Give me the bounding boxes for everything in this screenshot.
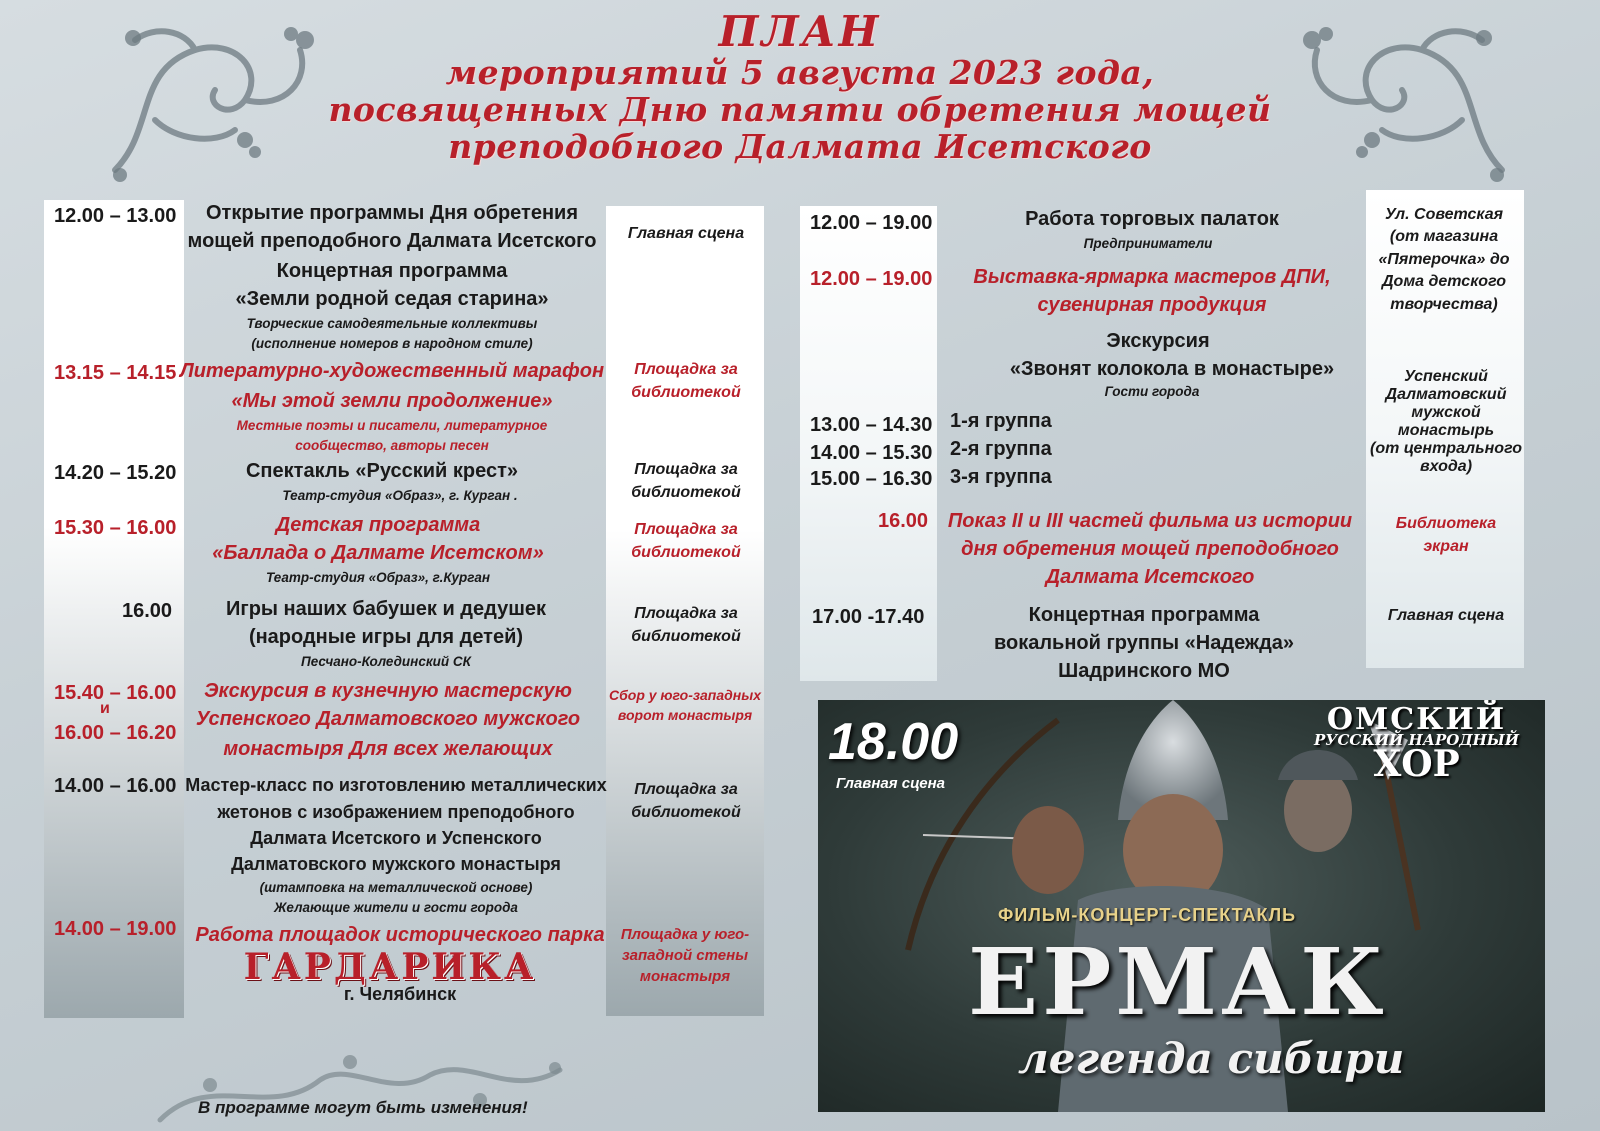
event-3-note-1: Театр-студия «Образ», г. Курган . [282, 488, 518, 503]
right-event-3-note: Гости города [1104, 384, 1200, 399]
event-6-line-2: Успенского Далматовского мужского [195, 708, 581, 730]
right-place-2-line-4: монастырь [1397, 421, 1495, 439]
event-1-note-2: (исполнение номеров в народном стиле) [251, 336, 533, 351]
event-1-line-1: Открытие программы Дня обретения [205, 202, 579, 224]
omsk-choir-logo [1314, 702, 1519, 785]
right-event-1-line: Работа торговых палаток [1025, 208, 1279, 230]
right-place-1-line-3: «Пятерочка» до [1378, 250, 1510, 268]
right-place-1-line-5: творчества) [1390, 295, 1498, 313]
event-8-line-1: Работа площадок исторического парка [195, 924, 605, 946]
floral-ornament-top-left [95, 10, 335, 190]
title-line-4: преподобного Далмата Исетского [448, 126, 1152, 166]
right-event-4-line-2: дня обретения мощей преподобного [961, 538, 1339, 560]
event-6-time-and: и [100, 700, 110, 717]
title-line-2: мероприятий 5 августа 2023 года, [445, 53, 1155, 93]
event-7-place: Площадка за библиотекой [631, 781, 741, 822]
right-place-2-line-1: Успенский [1404, 368, 1488, 385]
right-event-5-line-3: Шадринского МО [1058, 660, 1230, 682]
group-1-label: 1-я группа [950, 410, 1052, 432]
event-7-time: 14.00 – 16.00 [54, 775, 177, 797]
event-5-line-2: (народные игры для детей) [248, 626, 524, 648]
omsk-choir-line-2: РУССКИЙ НАРОДНЫЙ [1314, 731, 1519, 749]
title-line-3: посвященных Дню памяти обретения мощей [328, 89, 1272, 129]
event-4-line-1: Детская программа [275, 514, 481, 536]
right-place-1-line-1: Ул. Советская [1384, 206, 1504, 223]
right-event-1-time: 12.00 – 19.00 [810, 212, 933, 234]
right-place-2-line-2: Далматовский [1385, 385, 1507, 403]
event-2-line-1: Литературно-художественный марафон [179, 360, 605, 382]
event-1-line-4: «Земли родной седая старина» [235, 288, 549, 310]
right-event-2-line-1: Выставка-ярмарка мастеров ДПИ, [973, 266, 1331, 288]
event-6-place: Сбор у юго-западных ворот монастыря [608, 687, 761, 723]
event-6-time-2: 16.00 – 16.20 [54, 722, 177, 744]
event-3-place: Площадка за библиотекой [631, 461, 741, 502]
right-place-3 [1396, 512, 1496, 558]
event-8-place: Площадка у юго-западной стены монастыря [620, 926, 750, 985]
event-2-note-2: сообщество, авторы песен [295, 438, 489, 453]
event-6-time: 15.40 – 16.00 [54, 682, 177, 704]
event-5-place: Площадка за библиотекой [631, 605, 741, 646]
right-event-2-time: 12.00 – 19.00 [810, 268, 933, 290]
event-4-line-2: «Баллада о Далмате Исетском» [212, 542, 544, 564]
right-event-3-line-2: «Звонят колокола в монастыре» [1009, 358, 1335, 380]
event-5-line-1: Игры наших бабушек и дедушек [226, 598, 546, 620]
right-event-4-line-3: Далмата Исетского [1045, 566, 1255, 588]
event-5-time: 16.00 [122, 600, 173, 622]
right-event-2-line-2: сувенирная продукция [1037, 294, 1267, 316]
group-2-label: 2-я группа [950, 438, 1052, 460]
archer-face [1012, 806, 1084, 894]
event-1-time: 12.00 – 13.00 [54, 205, 177, 227]
event-4-place: Площадка за библиотекой [631, 521, 741, 562]
title-line-1: ПЛАН [718, 7, 882, 56]
right-event-1-note: Предприниматели [1083, 236, 1213, 251]
footer-note: В программе могут быть изменения! [198, 1098, 528, 1117]
poster-subtitle: легенда сибири [1018, 1034, 1405, 1083]
right-event-3-line-1: Экскурсия [1106, 330, 1210, 352]
event-7-note-2: Желающие жители и гости города [274, 900, 518, 915]
event-7-line-2: жетонов с изображением преподобного [217, 802, 575, 822]
event-7-line-3: Далмата Исетского и Успенского [250, 828, 542, 848]
right-event-5-line-1: Концертная программа [1028, 604, 1260, 626]
right-place-2-line-6: входа) [1419, 457, 1473, 475]
right-place-2 [1370, 368, 1522, 475]
right-place-1-line-4: Дома детского [1381, 273, 1506, 291]
right-place-2-line-5: (от центрального [1370, 439, 1522, 457]
event-3-line-1: Спектакль «Русский крест» [245, 460, 519, 482]
omsk-choir-line-1: ОМСКИЙ [1326, 702, 1507, 737]
event-2-place: Площадка за библиотекой [631, 361, 741, 402]
right-event-5-time: 17.00 -17.40 [812, 606, 925, 628]
ermak-poster [818, 700, 1545, 1112]
group-3-label: 3-я группа [950, 466, 1052, 488]
poster-genre: ФИЛЬМ-КОНЦЕРТ-СПЕКТАКЛЬ [998, 905, 1297, 925]
event-4-note-1: Театр-студия «Образ», г.Курган [266, 570, 490, 585]
event-7-line-4: Далматовского мужского монастыря [231, 854, 561, 874]
event-1-line-3: Концертная программа [276, 260, 508, 282]
right-place-3-line-2: экран [1423, 538, 1469, 556]
group-1-time: 13.00 – 14.30 [810, 414, 933, 436]
right-event-4-time: 16.00 [878, 510, 929, 532]
right-place-1-line-2: (от магазина [1389, 228, 1499, 246]
event-6-line-1: Экскурсия в кузнечную мастерскую [204, 680, 572, 702]
event-3-time: 14.20 – 15.20 [54, 462, 177, 484]
event-6-line-3: монастыря Для всех желающих [223, 738, 553, 760]
event-2-note-1: Местные поэты и писатели, литературное [236, 418, 548, 433]
event-1-line-2: мощей преподобного Далмата Исетского [187, 230, 597, 252]
poster-title: ЕРМАК [968, 928, 1388, 1036]
right-place-2-line-3: мужской [1411, 403, 1481, 421]
right-event-5-line-2: вокальной группы «Надежда» [993, 632, 1295, 654]
event-4-time: 15.30 – 16.00 [54, 517, 177, 539]
floral-ornament-top-right [1262, 10, 1522, 190]
event-2-line-2: «Мы этой земли продолжение» [231, 390, 553, 412]
right-place-3-line-1: Библиотека [1395, 515, 1497, 532]
gardarika-logo: ГАРДАРИКА [243, 946, 537, 988]
event-2-time: 13.15 – 14.15 [54, 362, 177, 384]
right-place-4: Главная сцена [1387, 607, 1505, 624]
event-5-note-1: Песчано-Колединский СК [301, 654, 471, 669]
event-1-place: Главная сцена [627, 225, 745, 242]
poster-time: 18.00 [828, 713, 959, 771]
omsk-choir-line-3: ХОР [1373, 743, 1460, 785]
right-place-1 [1378, 204, 1509, 316]
event-7-line-1: Мастер-класс по изготовлению металлических [185, 775, 607, 795]
poster-scene: Главная сцена [836, 775, 945, 792]
event-8-time: 14.00 – 19.00 [54, 918, 177, 940]
group-3-time: 15.00 – 16.30 [810, 468, 933, 490]
event-1-note-1: Творческие самодеятельные коллективы [246, 316, 538, 331]
right-event-4-line-1: Показ II и III частей фильма из истории [947, 510, 1353, 532]
page-title [300, 8, 1300, 166]
event-8-city: г. Челябинск [343, 984, 457, 1004]
group-2-time: 14.00 – 15.30 [810, 442, 933, 464]
event-7-note-1: (штамповка на металлической основе) [259, 880, 533, 895]
